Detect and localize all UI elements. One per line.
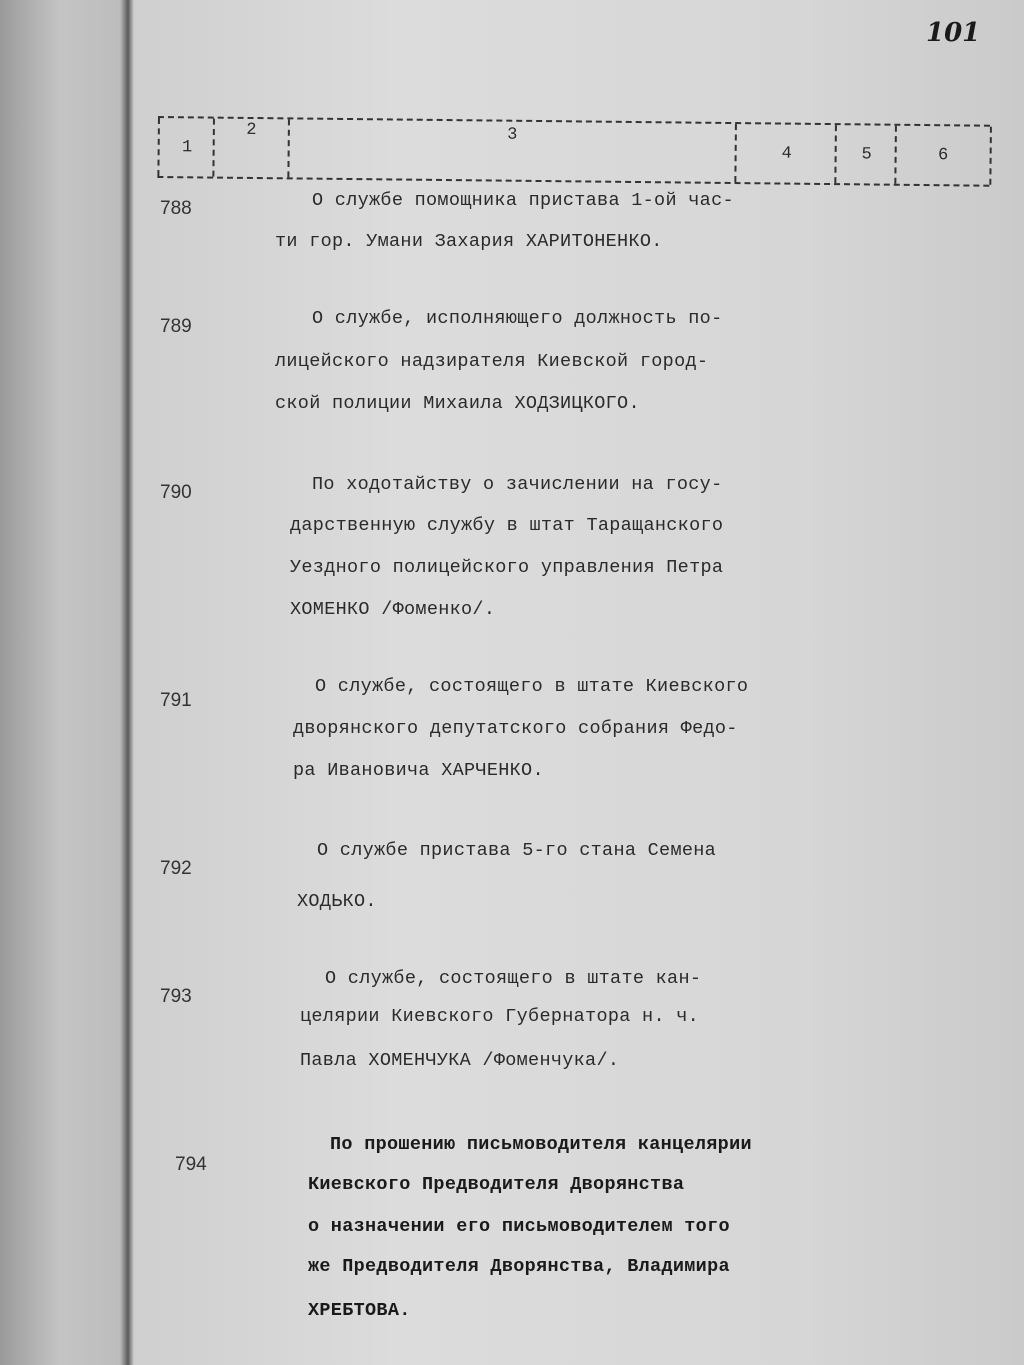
entry-line: О службе, состоящего в штате кан- (325, 968, 702, 989)
column-header-2: 2 (212, 119, 288, 178)
entry-line: О службе, состоящего в штате Киевского (315, 676, 749, 697)
entry-line: дарственную службу в штат Таращанского (290, 515, 724, 536)
entry-line: О службе помощника пристава 1-ой час- (312, 190, 734, 211)
column-header-3: 3 (287, 119, 735, 182)
page-number: 101 (926, 18, 981, 48)
entry-line: целярии Киевского Губернатора н. ч. (300, 1006, 700, 1027)
entry-line: же Предводителя Дворянства, Владимира (308, 1256, 730, 1277)
entry-line: ХРЕБТОВА. (308, 1300, 411, 1321)
entry-line: Павла ХОМЕНЧУКА /Фоменчука/. (300, 1050, 620, 1071)
entry-line: ра Ивановича ХАРЧЕНКО. (293, 760, 544, 781)
entry-line: О службе пристава 5-го стана Семена (317, 840, 717, 861)
entry-line: дворянского депутатского собрания Федо- (293, 718, 738, 739)
entry-line: Киевского Предводителя Дворянства (308, 1174, 685, 1195)
entry-number: 789 (160, 316, 192, 337)
column-header-6: 6 (894, 126, 992, 185)
entry-line: лицейского надзирателя Киевской город- (275, 351, 709, 372)
entry-line: ской полиции Михаила ХОДЗИЦКОГО. (275, 393, 640, 414)
entry-line: о назначении его письмоводителем того (308, 1216, 730, 1237)
column-header-1: 1 (157, 118, 215, 177)
entry-number: 788 (160, 198, 192, 219)
column-header-table (157, 116, 990, 187)
entry-line: По ходотайству о зачислении на госу- (312, 474, 723, 495)
entry-number: 791 (160, 690, 192, 711)
column-header-4: 4 (734, 124, 837, 183)
entry-line: ХОДЬКО. (297, 891, 377, 912)
entry-number: 790 (160, 482, 192, 503)
entry-number: 794 (175, 1154, 207, 1175)
entry-line: О службе, исполняющего должность по- (312, 308, 723, 329)
entry-number: 792 (160, 858, 192, 879)
entry-line: ти гор. Умани Захария ХАРИТОНЕНКО. (275, 231, 663, 252)
entry-line: Уездного полицейского управления Петра (290, 557, 724, 578)
entry-line: ХОМЕНКО /Фоменко/. (290, 599, 496, 620)
entry-number: 793 (160, 986, 192, 1007)
entry-line: По прошению письмоводителя канцелярии (330, 1134, 752, 1155)
column-header-5: 5 (834, 125, 897, 184)
